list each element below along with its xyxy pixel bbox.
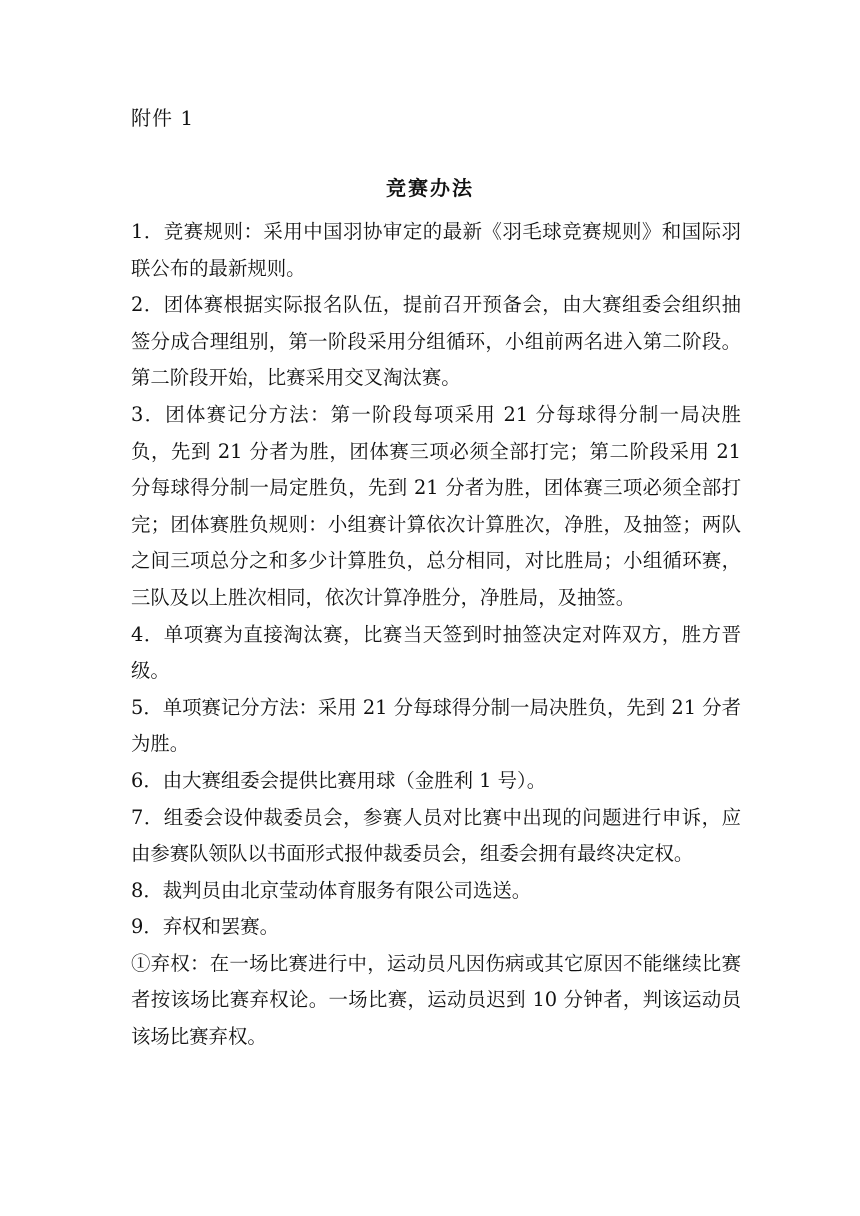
paragraph-singles-scoring: 5．单项赛记分方法：采用 21 分每球得分制一局决胜负，先到 21 分者为胜。 [131, 695, 741, 756]
paragraph-rules: 1．竞赛规则：采用中国羽协审定的最新《羽毛球竞赛规则》和国际羽联公布的最新规则。 [131, 220, 741, 280]
attachment-label: 附件 1 [131, 106, 195, 130]
paragraph-team-format: 2．团体赛根据实际报名队伍，提前召开预备会，由大赛组委会组织抽签分成合理组别，第一阶段采用分组循环，小组前两名进入第二阶段。第二阶段开始，比赛采用交叉淘汰赛。 [131, 293, 741, 390]
paragraph-forfeit-detail: ①弃权：在一场比赛进行中，运动员凡因伤病或其它原因不能继续比赛者按该场比赛弃权论。一场比赛，运动员迟到 10 分钟者，判该运动员该场比赛弃权。 [131, 951, 741, 1049]
paragraph-team-scoring: 3．团体赛记分方法：第一阶段每项采用 21 分每球得分制一局决胜负，先到 21 分者为胜，团体赛三项必须全部打完；第二阶段采用 21 分每球得分制一局定胜负，先到 21 分者为胜，团体赛三项必须全部打完；团体赛胜负规则：小组赛计算依次计算胜次，净胜，及抽签；两队之间三项总分之和多少计算胜负，总分相同，对比胜局；小组循环赛，三队及以上胜次相同，依次计算净胜分，净胜局，及抽签。 [131, 402, 741, 609]
paragraph-forfeit-heading: 9．弃权和罢赛。 [131, 915, 280, 939]
page-title: 竞赛办法 [386, 176, 474, 200]
document-body [131, 214, 741, 1056]
paragraph-arbitration: 7．组委会设仲裁委员会，参赛人员对比赛中出现的问题进行申诉，应由参赛队领队以书面形式报仲裁委员会，组委会拥有最终决定权。 [131, 805, 741, 866]
paragraph-singles-format: 4．单项赛为直接淘汰赛，比赛当天签到时抽签决定对阵双方，胜方晋级。 [131, 622, 741, 683]
paragraph-referees: 8．裁判员由北京莹动体育服务有限公司选送。 [131, 878, 532, 902]
paragraph-shuttlecock: 6．由大赛组委会提供比赛用球（金胜利 1 号）。 [131, 768, 547, 792]
